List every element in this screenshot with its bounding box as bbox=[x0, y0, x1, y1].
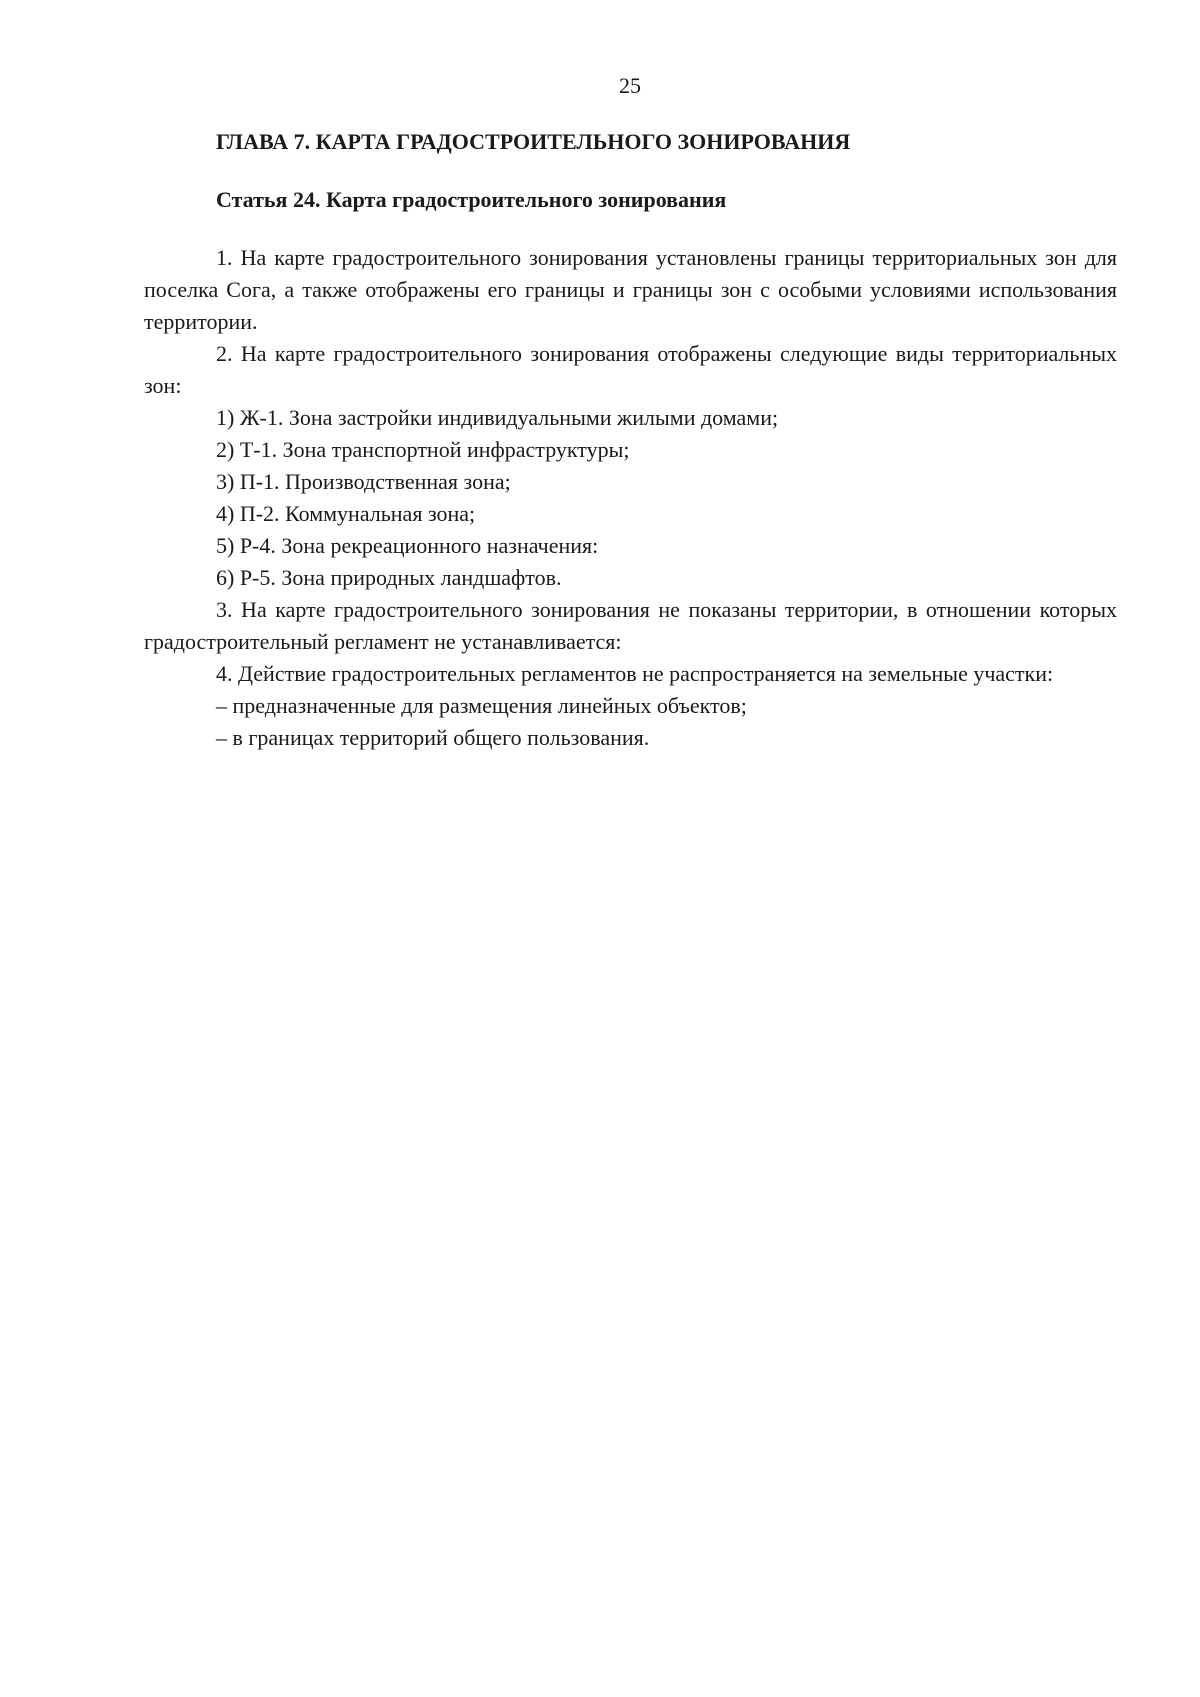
page-number: 25 bbox=[619, 73, 641, 98]
zone-list-item: 3) П-1. Производственная зона; bbox=[216, 469, 511, 494]
exception-list-item: – в границах территорий общего пользования. bbox=[216, 725, 650, 750]
paragraph-3: 3. На карте градостроительного зонирования не показаны территории, в отношении которых градостроительный регламент не устанавливается: bbox=[144, 597, 1117, 654]
exception-list-item: – предназначенные для размещения линейных объектов; bbox=[216, 693, 747, 718]
zone-list-item: 1) Ж-1. Зона застройки индивидуальными жилыми домами; bbox=[216, 405, 779, 430]
article-title: Статья 24. Карта градостроительного зонирования bbox=[216, 187, 727, 212]
chapter-title: ГЛАВА 7. КАРТА ГРАДОСТРОИТЕЛЬНОГО ЗОНИРОВАНИЯ bbox=[216, 129, 851, 154]
paragraph-4: 4. Действие градостроительных регламентов не распространяется на земельные участки: bbox=[216, 661, 1054, 686]
zone-list-item: 5) Р-4. Зона рекреационного назначения: bbox=[216, 533, 599, 558]
zone-list-item: 2) Т-1. Зона транспортной инфраструктуры; bbox=[216, 437, 630, 462]
document-body bbox=[144, 242, 1117, 754]
zone-list-item: 4) П-2. Коммунальная зона; bbox=[216, 501, 476, 526]
paragraph-2: 2. На карте градостроительного зонирования отображены следующие виды территориальных зон: bbox=[144, 341, 1117, 398]
paragraph-1: 1. На карте градостроительного зонирования установлены границы территориальных зон для поселка Сога, а также отображены его границы и границы зон с особыми условиями использования территории. bbox=[144, 245, 1117, 334]
zone-list-item: 6) Р-5. Зона природных ландшафтов. bbox=[216, 565, 562, 590]
